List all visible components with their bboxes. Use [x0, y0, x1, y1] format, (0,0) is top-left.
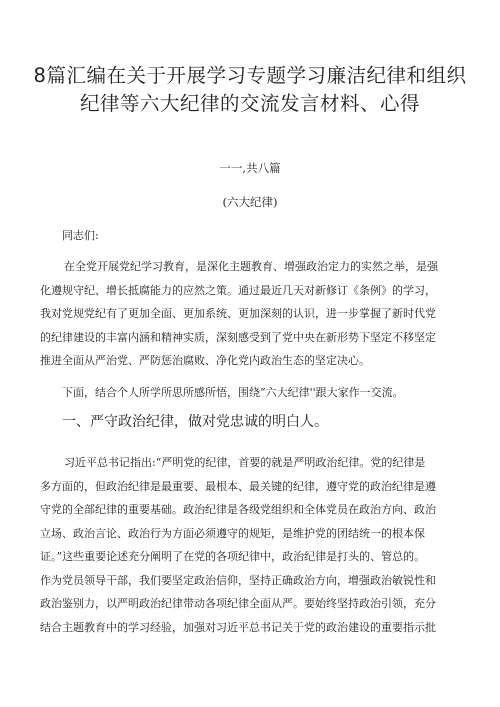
paragraph-line: 我对党规党纪有了更加全面、更加系统、更加深刻的认识，进一步掌握了新时代党: [40, 307, 436, 320]
paragraph-line: 在全党开展党纪学习教育，是深化主题教育、增强政治定力的实然之举，是强: [64, 260, 438, 273]
paragraph-line: 的纪律建设的丰富内涵和精神实质，深刻感受到了党中央在新形势下坚定不移坚定: [40, 330, 436, 344]
paragraph-line: 结合主题教育中的学习经验，加强对习近平总书记关于党的政治建设的重要指示批: [40, 620, 436, 634]
title-line: 纪律等六大纪律的交流发言材料、心得: [79, 92, 420, 115]
paragraph-line: 立场、政治言论、政治行为方面必须遵守的规矩，是维护党的团结统一的根本保: [40, 526, 425, 540]
salutation: [62, 224, 446, 248]
paragraph-line: 习近平总书记指出:“严明党的纪律，首要的就是严明政治纪律。党的纪律是: [64, 456, 426, 469]
section-tag: (六大纪律): [222, 195, 278, 209]
paragraph-line: 政治鉴别力，以严明政治纪律带动各项纪律全面从严。要始终坚持政治引领，充分: [40, 597, 436, 610]
paragraph-line: 多方面的，但政治纪律是最重要、最根本、最关键的纪律，遵守党的政治纪律是遵: [40, 479, 436, 493]
paragraph-line: 推进全面从严治党、严防惩治腐败、净化党内政治生态的坚定决心。: [40, 354, 370, 367]
paragraph-3: [40, 451, 458, 639]
document-title: [30, 62, 470, 118]
paragraph-line: 下面，结合个人所学所思所感所悟，围绕“六大纪律''跟大家作一交流。: [62, 386, 404, 399]
subtitle: 一一,共八篇: [219, 161, 281, 175]
paragraph-line: 守党的全部纪律的重要基础。政治纪律是各级党组织和全体党员在政治方向、政治: [40, 503, 436, 516]
salutation-text: 同志们:: [62, 229, 99, 242]
paragraph-line: 证。”这些重要论述充分阐明了在党的各项纪律中，政治纪律是打头的、管总的。: [40, 550, 426, 563]
paragraph-line: 作为党员领导干部，我们要坚定政治信仰，坚持正确政治方向，增强政治敏锐性和: [40, 573, 436, 587]
paragraph-2: [62, 381, 446, 405]
paragraph-line: 化遵规守纪、增长抵腐能力的应然之策。通过最近几天对新修订《条例》的学习，: [40, 283, 436, 297]
paragraph-1: [40, 255, 458, 373]
title-line: 8篇汇编在关于开展学习专题学习廉洁纪律和组织: [33, 64, 467, 87]
section-heading: 一、严守政治纪律，做对党忠诚的明白人。: [62, 414, 328, 430]
